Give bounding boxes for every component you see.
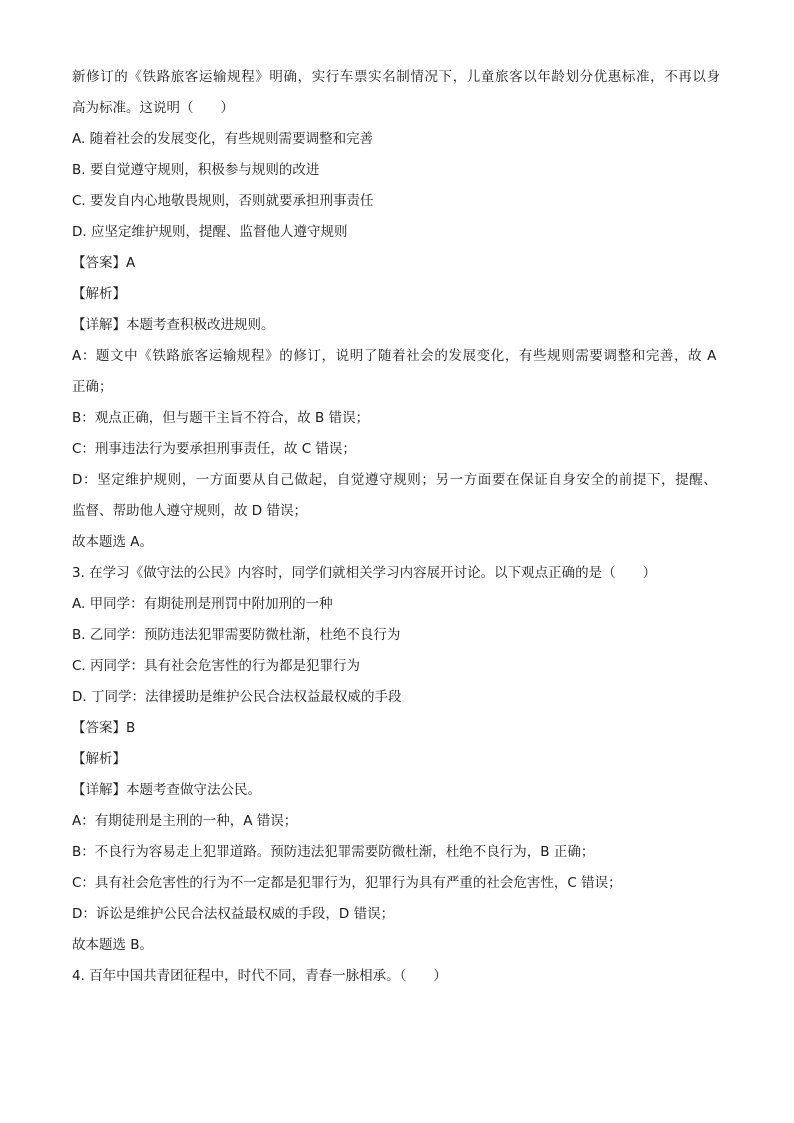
question-2-explain-b: B：观点正确，但与题干主旨不符合，故 B 错误； [72, 410, 370, 426]
question-3-answer: 【答案】B [72, 720, 136, 736]
question-3-option-b: B. 乙同学：预防违法犯罪需要防微杜渐，杜绝不良行为 [72, 627, 401, 643]
question-2-explain-d-line-2: 监督、帮助他人遵守规则，故 D 错误； [72, 503, 307, 519]
question-3-detail: 【详解】本题考查做守法公民。 [72, 782, 261, 798]
question-2-option-a: A. 随着社会的发展变化，有些规则需要调整和完善 [72, 131, 374, 147]
question-3-explain-b: B：不良行为容易走上犯罪道路。预防违法犯罪需要防微杜渐，杜绝不良行为，B 正确； [72, 844, 595, 860]
question-3-analysis-heading: 【解析】 [72, 751, 126, 767]
question-2-explain-c: C：刑事违法行为要承担刑事责任，故 C 错误； [72, 441, 356, 457]
question-2-analysis-heading: 【解析】 [72, 286, 126, 302]
question-2-stem-line-2: 高为标准。这说明（ ） [72, 100, 234, 116]
question-3-option-c: C. 丙同学：具有社会危害性的行为都是犯罪行为 [72, 658, 361, 674]
question-4-stem: 4. 百年中国共青团征程中，时代不同，青春一脉相承。（ ） [72, 968, 447, 984]
question-3-stem: 3. 在学习《做守法的公民》内容时，同学们就相关学习内容展开讨论。以下观点正确的是（ ） [72, 565, 657, 581]
question-2-stem-line-1: 新修订的《铁路旅客运输规程》明确，实行车票实名制情况下，儿童旅客以年龄划分优惠标准，不再以身 [72, 69, 721, 85]
question-2-option-b: B. 要自觉遵守规则，积极参与规则的改进 [72, 162, 320, 178]
question-2-option-d: D. 应坚定维护规则，提醒、监督他人遵守规则 [72, 224, 348, 240]
question-3-explain-c: C：具有社会危害性的行为不一定都是犯罪行为，犯罪行为具有严重的社会危害性，C 错误； [72, 875, 622, 891]
question-3-conclusion: 故本题选 B。 [72, 937, 154, 953]
question-2-answer: 【答案】A [72, 255, 136, 271]
question-2-explain-a-line-2: 正确； [72, 379, 113, 395]
question-2-conclusion: 故本题选 A。 [72, 534, 154, 550]
question-2-option-c: C. 要发自内心地敬畏规则，否则就要承担刑事责任 [72, 193, 374, 209]
question-3-explain-d: D：诉讼是维护公民合法权益最权威的手段，D 错误； [72, 906, 395, 922]
question-2-explain-a-line-1: A：题文中《铁路旅客运输规程》的修订，说明了随着社会的发展变化，有些规则需要调整和完善，故 A [72, 348, 717, 364]
question-3-option-a: A. 甲同学：有期徒刑是刑罚中附加刑的一种 [72, 596, 333, 612]
question-3-option-d: D. 丁同学：法律援助是维护公民合法权益最权威的手段 [72, 689, 402, 705]
question-3-explain-a: A：有期徒刑是主刑的一种，A 错误； [72, 813, 298, 829]
question-2-detail: 【详解】本题考查积极改进规则。 [72, 317, 275, 333]
question-2-explain-d-line-1: D：坚定维护规则，一方面要从自己做起，自觉遵守规则；另一方面要在保证自身安全的前提下，提醒、 [72, 472, 718, 488]
